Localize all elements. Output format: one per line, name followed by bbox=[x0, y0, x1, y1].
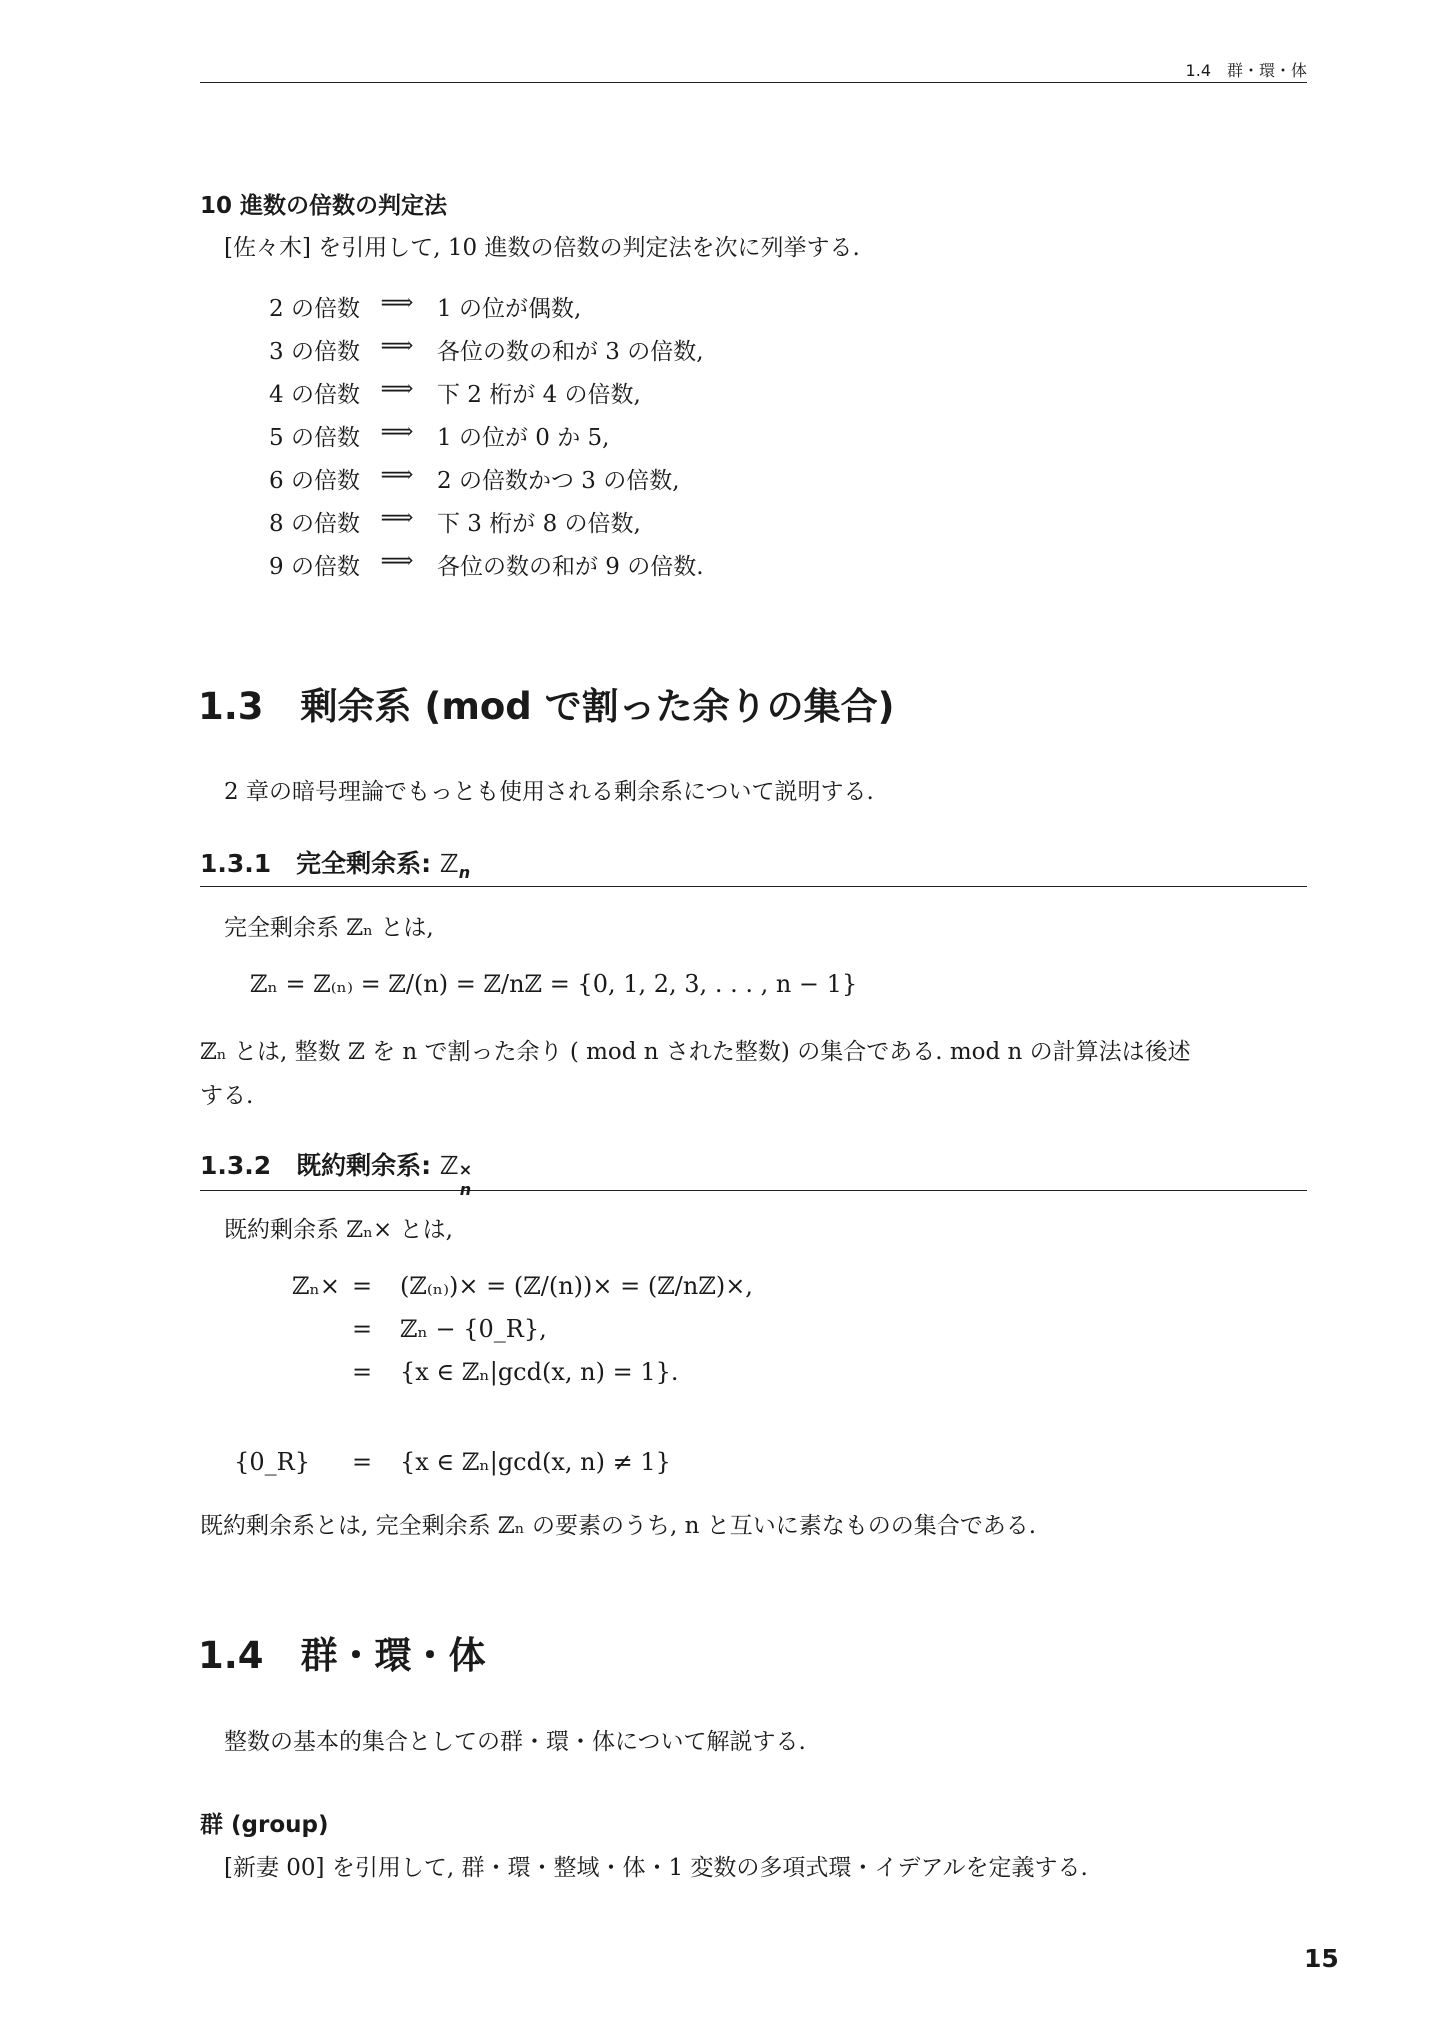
section-title-1-4: 1.4 群・環・体 bbox=[198, 1634, 486, 1677]
complete-residue-explanation-cont: する. bbox=[200, 1083, 254, 1109]
paragraph-heading-decimal-multiples: 10 進数の倍数の判定法 bbox=[200, 193, 448, 219]
implies-arrow: ⟹ bbox=[380, 419, 414, 445]
section-title-1-3: 1.3 剰余系 (mod で割った余りの集合) bbox=[198, 685, 895, 728]
implies-arrow: ⟹ bbox=[380, 290, 414, 316]
eq-rhs: {x ∈ ℤₙ|gcd(x, n) = 1}. bbox=[400, 1358, 679, 1386]
reduced-residue-conclusion: 既約剰余系とは, 完全剰余系 ℤₙ の要素のうち, n と互いに素なものの集合である. bbox=[200, 1513, 1037, 1539]
rule-rhs: 各位の数の和が 3 の倍数, bbox=[437, 339, 704, 365]
running-title: 1.4 群・環・体 bbox=[1185, 61, 1307, 80]
rule-lhs: 6 の倍数 bbox=[269, 468, 360, 494]
rule-lhs: 9 の倍数 bbox=[269, 554, 360, 580]
rule-lhs: 2 の倍数 bbox=[269, 296, 360, 322]
implies-arrow: ⟹ bbox=[380, 376, 414, 402]
subsection-title-1-3-1: 1.3.1 完全剰余系: ℤ$_n$ bbox=[200, 849, 471, 882]
rule-rhs: 下 3 桁が 8 の倍数, bbox=[437, 511, 641, 537]
implies-arrow: ⟹ bbox=[380, 505, 414, 531]
paragraph-heading-group: 群 (group) bbox=[200, 1812, 329, 1838]
rule-rhs: 2 の倍数かつ 3 の倍数, bbox=[437, 468, 680, 494]
complete-residue-equation: ℤₙ = ℤ₍ₙ₎ = ℤ/(n) = ℤ/nℤ = {0, 1, 2, 3, . . . , n − 1} bbox=[250, 970, 858, 998]
subsection-title-1-3-2: 1.3.2 既約剰余系: ℤ × n bbox=[200, 1151, 473, 1199]
paragraph-intro-group: [新妻 00] を引用して, 群・環・整域・体・1 変数の多項式環・イデアルを定義する. bbox=[224, 1855, 1088, 1881]
implies-arrow: ⟹ bbox=[380, 548, 414, 574]
implies-arrow: ⟹ bbox=[380, 333, 414, 359]
rule-lhs: 3 の倍数 bbox=[269, 339, 360, 365]
section-intro-1-4: 整数の基本的集合としての群・環・体について解説する. bbox=[224, 1729, 806, 1755]
eq-lhs: ℤₙ× bbox=[291, 1272, 340, 1300]
eq-op: = bbox=[351, 1358, 373, 1386]
reduced-residue-intro: 既約剰余系 ℤₙ× とは, bbox=[224, 1217, 453, 1243]
rule-lhs: 4 の倍数 bbox=[269, 382, 360, 408]
running-header bbox=[200, 58, 1307, 83]
eq-zero-lhs: {0_R} bbox=[234, 1448, 310, 1476]
rule-rhs: 1 の位が偶数, bbox=[437, 296, 582, 322]
rule-lhs: 5 の倍数 bbox=[269, 425, 360, 451]
rule-rhs: 1 の位が 0 か 5, bbox=[437, 425, 610, 451]
rule-rhs: 各位の数の和が 9 の倍数. bbox=[437, 554, 704, 580]
paragraph-intro-decimal-multiples: [佐々木] を引用して, 10 進数の倍数の判定法を次に列挙する. bbox=[224, 235, 860, 261]
rule-rhs: 下 2 桁が 4 の倍数, bbox=[437, 382, 641, 408]
rule-lhs: 8 の倍数 bbox=[269, 511, 360, 537]
page-number: 15 bbox=[1304, 1944, 1339, 1973]
eq-zero-rhs: {x ∈ ℤₙ|gcd(x, n) ≠ 1} bbox=[400, 1448, 671, 1476]
eq-op: = bbox=[351, 1448, 373, 1476]
eq-rhs: (ℤ₍ₙ₎)× = (ℤ/(n))× = (ℤ/nℤ)×, bbox=[400, 1272, 753, 1300]
complete-residue-intro: 完全剰余系 ℤₙ とは, bbox=[224, 915, 434, 941]
complete-residue-explanation: ℤₙ とは, 整数 ℤ を n で割った余り ( mod n された整数) の集合である. mod n の計算法は後述 bbox=[200, 1039, 1191, 1065]
implies-arrow: ⟹ bbox=[380, 462, 414, 488]
section-intro-1-3: 2 章の暗号理論でもっとも使用される剰余系について説明する. bbox=[224, 779, 874, 805]
subsection-rule bbox=[200, 886, 1307, 887]
eq-op: = bbox=[351, 1272, 373, 1300]
subsection-rule bbox=[200, 1190, 1307, 1191]
eq-op: = bbox=[351, 1315, 373, 1343]
eq-rhs: ℤₙ − {0_R}, bbox=[400, 1315, 547, 1343]
